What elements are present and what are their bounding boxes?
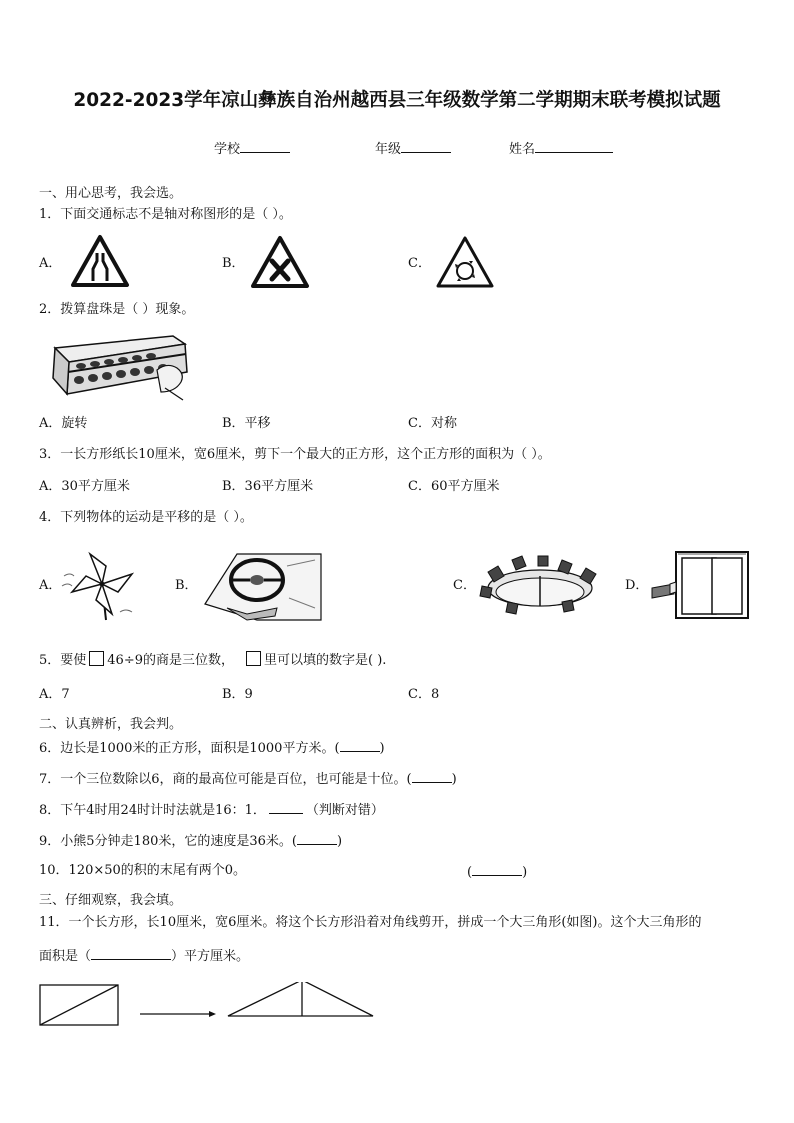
q5-text-end: 里可以填的数字是( ). bbox=[264, 653, 387, 668]
question-7 bbox=[39, 770, 457, 788]
carousel-ride-image bbox=[478, 546, 604, 620]
school-blank[interactable] bbox=[240, 140, 290, 153]
q6-text: 6．边长是1000米的正方形，面积是1000平方米。( bbox=[39, 741, 340, 756]
q5-option-b: B．9 bbox=[222, 687, 253, 702]
q10-answer bbox=[467, 863, 527, 881]
q4-option-c-label: C． bbox=[453, 578, 476, 593]
school-label: 学校 bbox=[214, 142, 241, 157]
q1-option-b-label: B． bbox=[222, 256, 245, 271]
q5-option-a: A．7 bbox=[39, 687, 70, 702]
section-1-heading: 一、用心思考，我会选。 bbox=[39, 186, 183, 201]
question-10: 10．120×50的积的末尾有两个0。 bbox=[39, 863, 247, 878]
big-triangle bbox=[228, 982, 373, 1016]
question-11-line-1: 11．一个长方形，长10厘米，宽6厘米。将这个长方形沿着对角线剪开，拼成一个大三角形(如图)。这个大三角形的 bbox=[39, 915, 702, 930]
q2-option-a: A．旋转 bbox=[39, 416, 88, 431]
question-9 bbox=[39, 832, 342, 850]
question-11-line-2 bbox=[39, 947, 249, 965]
name-blank[interactable] bbox=[535, 140, 613, 153]
q1-option-c-label: C． bbox=[408, 256, 431, 271]
q7-text: 7．一个三位数除以6，商的最高位可能是百位，也可能是十位。( bbox=[39, 772, 412, 787]
question-4: 4．下列物体的运动是平移的是（ ）。 bbox=[39, 510, 253, 525]
q8-suffix: （判断对错） bbox=[305, 803, 384, 818]
grade-blank[interactable] bbox=[401, 140, 451, 153]
rectangle-diagonal bbox=[40, 985, 118, 1025]
q11-text-end: ）平方厘米。 bbox=[171, 949, 250, 964]
q5-digit-box-2 bbox=[246, 651, 261, 666]
q11-text-start: 面积是（ bbox=[39, 949, 92, 964]
q8-text: 8．下午4时用24时计时法就是16：1． bbox=[39, 803, 266, 818]
q2-option-c: C．对称 bbox=[408, 416, 457, 431]
q6-close-paren: ) bbox=[379, 741, 385, 756]
question-5 bbox=[39, 651, 386, 669]
question-8 bbox=[39, 801, 384, 819]
q3-option-a: A．30平方厘米 bbox=[39, 479, 130, 494]
q1-option-a-label: A． bbox=[39, 256, 62, 271]
q4-option-d-label: D． bbox=[625, 578, 649, 593]
name-label: 姓名 bbox=[509, 142, 536, 157]
q3-option-b: B．36平方厘米 bbox=[222, 479, 314, 494]
narrow-road-sign-icon bbox=[70, 233, 130, 289]
name-field bbox=[509, 140, 613, 158]
q3-option-c: C．60平方厘米 bbox=[408, 479, 500, 494]
arrow-head-icon bbox=[209, 1011, 216, 1017]
grade-field bbox=[375, 140, 451, 158]
pinwheel-image bbox=[60, 546, 140, 622]
q5-text-start: 5．要使 bbox=[39, 653, 87, 668]
q7-close-paren: ) bbox=[451, 772, 457, 787]
rectangle-to-triangle-figure bbox=[38, 982, 378, 1028]
sliding-window-image bbox=[648, 548, 752, 622]
q2-option-b: B．平移 bbox=[222, 416, 271, 431]
question-2: 2．拨算盘珠是（ ）现象。 bbox=[39, 302, 195, 317]
q4-option-b-label: B． bbox=[175, 578, 198, 593]
q10-close-paren: ) bbox=[522, 865, 528, 880]
page-title: 2022-2023学年凉山彝族自治州越西县三年级数学第二学期期末联考模拟试题 bbox=[73, 90, 721, 111]
grade-label: 年级 bbox=[375, 142, 402, 157]
q5-option-c: C．8 bbox=[408, 687, 440, 702]
abacus-image bbox=[45, 330, 190, 402]
roundabout-sign-icon bbox=[434, 234, 496, 290]
question-1: 1．下面交通标志不是轴对称图形的是（ ）。 bbox=[39, 207, 292, 222]
q9-close-paren: ) bbox=[336, 834, 343, 849]
section-3-heading: 三、仔细观察，我会填。 bbox=[39, 893, 183, 908]
q8-answer-blank[interactable] bbox=[269, 801, 303, 814]
question-6 bbox=[39, 739, 385, 757]
section-2-heading: 二、认真辨析，我会判。 bbox=[39, 717, 183, 732]
q5-digit-box[interactable] bbox=[89, 651, 104, 666]
school-field bbox=[214, 140, 290, 158]
q5-text-mid: 46÷9的商是三位数， bbox=[107, 653, 234, 668]
q11-answer-blank[interactable] bbox=[91, 947, 171, 960]
q6-answer-blank[interactable] bbox=[340, 739, 380, 752]
steering-wheel-image bbox=[197, 546, 327, 624]
q4-option-a-label: A． bbox=[39, 578, 62, 593]
q9-text: 9．小熊5分钟走180米，它的速度是36米。( bbox=[39, 834, 297, 849]
q7-answer-blank[interactable] bbox=[412, 770, 452, 783]
question-3: 3．一长方形纸长10厘米，宽6厘米，剪下一个最大的正方形，这个正方形的面积为（ ）。 bbox=[39, 447, 551, 462]
crossroads-sign-icon bbox=[249, 234, 311, 290]
q10-answer-blank[interactable] bbox=[472, 863, 522, 876]
q10-open-paren: ( bbox=[467, 865, 473, 880]
q9-answer-blank[interactable] bbox=[297, 832, 337, 845]
